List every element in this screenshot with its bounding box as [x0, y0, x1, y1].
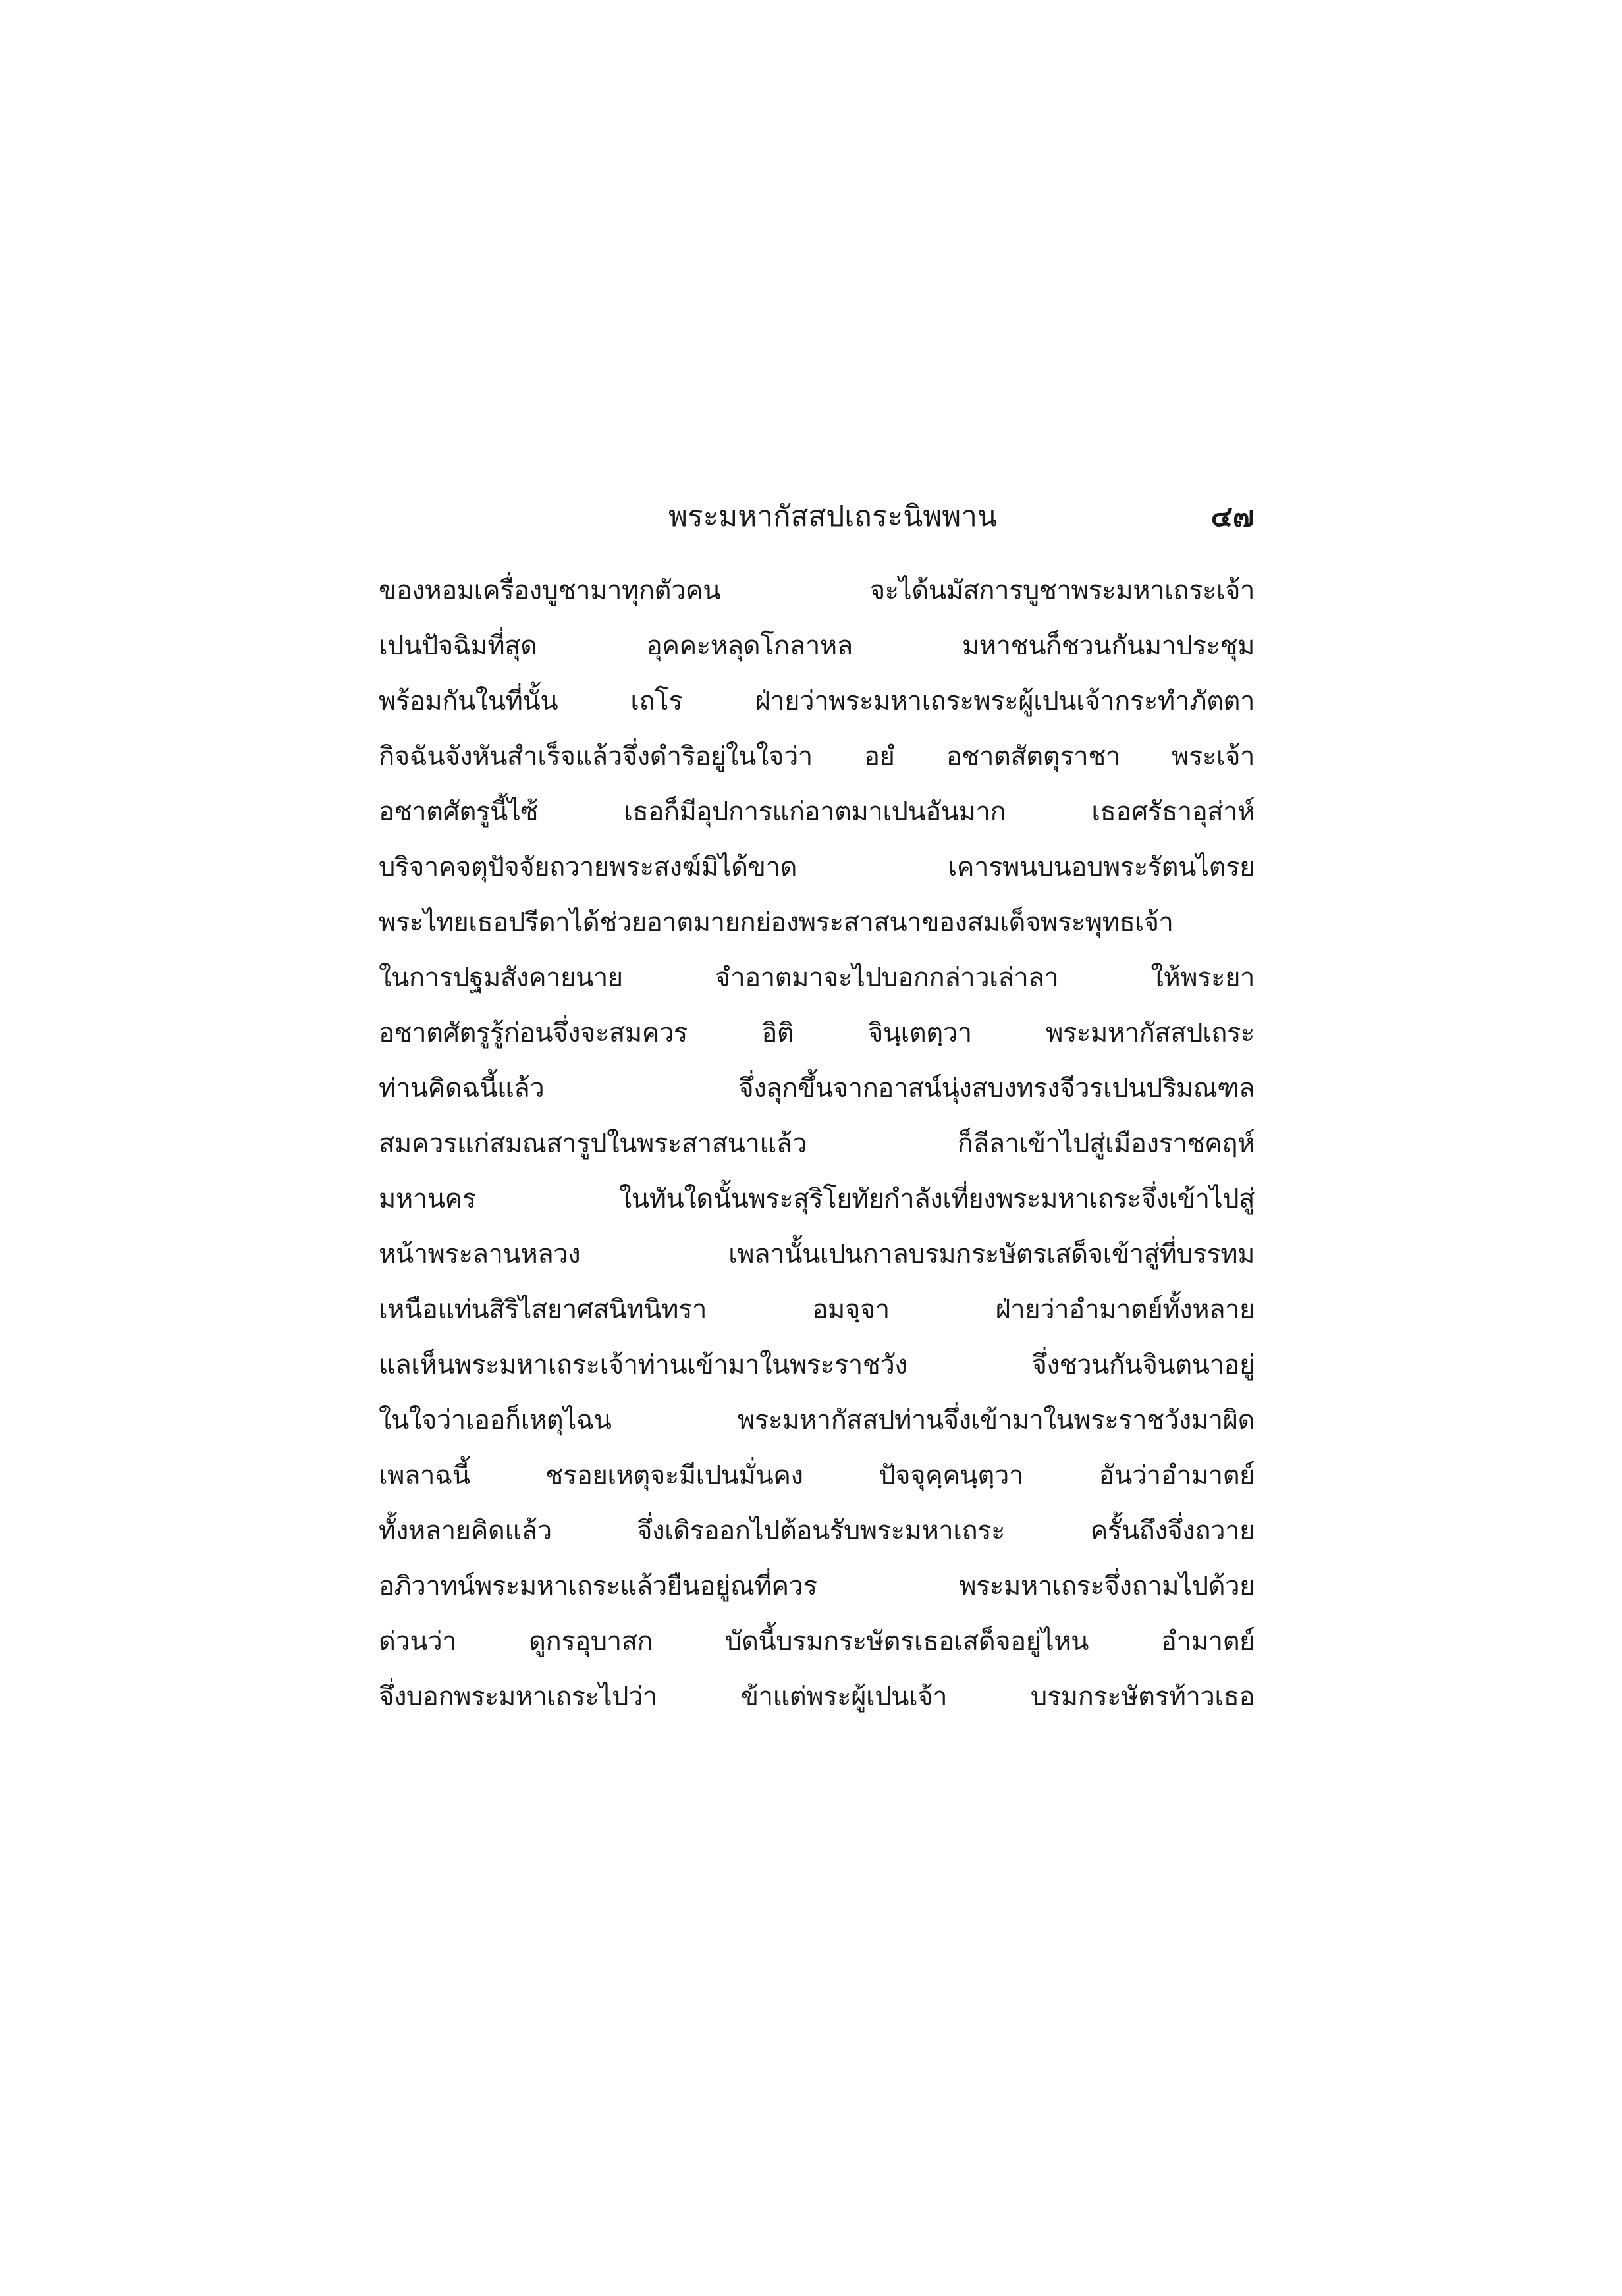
- text-segment: ในใจว่าเออก็เหตุไฉน: [379, 1405, 612, 1435]
- text-segment: กิจฉันจังหันสำเร็จแล้วจึ่งดำริอยู่ในใจว่า: [379, 741, 813, 772]
- page-number: ๔๗: [1210, 500, 1255, 533]
- text-segment: จำอาตมาจะไปบอกกล่าวเล่าลา: [715, 963, 1059, 993]
- text-line: [379, 1503, 1255, 1559]
- text-segment: ฝ่ายว่าอำมาตย์ทั้งหลาย: [995, 1295, 1255, 1325]
- text-line: [379, 1116, 1255, 1171]
- text-segment: ชรอยเหตุจะมีเปนมั่นคง: [545, 1460, 803, 1491]
- text-line: [379, 563, 1255, 618]
- text-segment: ในการปฐมสังคายนาย: [379, 963, 623, 993]
- text-segment: เถโร: [630, 686, 683, 716]
- text-segment: จะได้นมัสการบูชาพระมหาเถระเจ้า: [869, 575, 1255, 606]
- text-segment: จึ่งลุกขึ้นจากอาสน์นุ่งสบงทรงจีวรเปนปริมณฑล: [738, 1073, 1255, 1104]
- text-line: [379, 1393, 1255, 1448]
- text-segment: ก็ลีลาเข้าไปสู่เมืองราชคฤห์: [957, 1129, 1255, 1159]
- text-segment: พระเจ้า: [1172, 741, 1255, 772]
- text-segment: เคารพนบนอบพระรัตนไตรย: [948, 852, 1255, 882]
- text-segment: จึ่งบอกพระมหาเถระไปว่า: [379, 1682, 657, 1712]
- text-segment: อำมาตย์: [1160, 1626, 1255, 1657]
- text-segment: บัดนี้บรมกระษัตรเธอเสด็จอยู่ไหน: [725, 1626, 1089, 1657]
- text-segment: อิติ: [761, 1018, 794, 1048]
- text-segment: อมจฺจา: [812, 1295, 890, 1325]
- text-segment: อภิวาทน์พระมหาเถระแล้วยืนอยู่ณที่ควร: [379, 1571, 817, 1601]
- text-line: [379, 1282, 1255, 1337]
- text-segment: อชาตศัตรูรู้ก่อนจึ่งจะสมควร: [379, 1018, 688, 1048]
- text-line: [379, 895, 1255, 950]
- text-segment: เหนือแท่นสิริไสยาศสนิทนิทรา: [379, 1295, 707, 1325]
- text-line: [379, 1614, 1255, 1669]
- text-line: [379, 1669, 1255, 1724]
- text-segment: แลเห็นพระมหาเถระเจ้าท่านเข้ามาในพระราชวัง: [379, 1350, 907, 1380]
- text-segment: จึ่งเดิรออกไปต้อนรับพระมหาเถระ: [637, 1516, 1006, 1546]
- text-line: [379, 1061, 1255, 1116]
- text-line: [379, 1337, 1255, 1393]
- text-segment: ดูกรอุบาสก: [529, 1626, 653, 1657]
- text-segment: ฝ่ายว่าพระมหาเถระพระผู้เปนเจ้ากระทำภัตตา: [755, 686, 1255, 716]
- text-line: [379, 1227, 1255, 1282]
- text-segment: ด่วนว่า: [379, 1626, 457, 1657]
- text-segment: ให้พระยา: [1150, 963, 1255, 993]
- text-segment: อุคคะหลุดโกลาหล: [646, 631, 853, 661]
- text-segment: เธอก็มีอุปการแก่อาตมาเปนอันมาก: [624, 797, 1006, 827]
- text-segment: ทั้งหลายคิดแล้ว: [379, 1516, 552, 1546]
- text-segment: ข้าแต่พระผู้เปนเจ้า: [740, 1682, 948, 1712]
- text-segment: จินฺเตตฺวา: [867, 1018, 972, 1048]
- running-head: [379, 497, 1255, 543]
- text-line: [379, 1448, 1255, 1503]
- text-segment: พระมหากัสสปเถระ: [1046, 1018, 1255, 1048]
- text-segment: เปนปัจฉิมที่สุด: [379, 631, 537, 661]
- text-segment: เธอศรัธาอุส่าห์: [1091, 797, 1255, 827]
- text-segment: บรมกระษัตรท้าวเธอ: [1030, 1682, 1255, 1712]
- text-segment: ในทันใดนั้นพระสุริโยทัยกำลังเที่ยงพระมหาเถระจึ่งเข้าไปสู่: [618, 1184, 1255, 1214]
- text-segment: มหานคร: [379, 1184, 476, 1214]
- text-segment: บริจาคจตุปัจจัยถวายพระสงฆ์มิได้ขาด: [379, 852, 797, 882]
- text-line: [379, 1171, 1255, 1227]
- text-line: [379, 618, 1255, 674]
- text-segment: ของหอมเครื่องบูชามาทุกตัวคน: [379, 575, 721, 606]
- text-segment: จึ่งชวนกันจินตนาอยู่: [1031, 1350, 1255, 1380]
- text-line: [379, 784, 1255, 840]
- text-segment: พระไทยเธอปรีดาได้ช่วยอาตมายกย่องพระสาสนาของสมเด็จพระพุทธเจ้า: [379, 907, 1174, 938]
- text-segment: ปัจจุคฺคนฺตฺวา: [879, 1460, 1023, 1491]
- text-line: [379, 950, 1255, 1005]
- text-segment: เพลานั้นเปนกาลบรมกระษัตรเสด็จเข้าสู่ที่บรรทม: [728, 1239, 1255, 1269]
- text-line: [379, 840, 1255, 895]
- body-text: [379, 563, 1255, 1724]
- text-segment: พร้อมกันในที่นั้น: [379, 686, 558, 716]
- text-line: [379, 729, 1255, 784]
- text-line: [379, 674, 1255, 729]
- text-segment: อชาตศัตรูนี้ไซ้: [379, 797, 539, 827]
- text-segment: อันว่าอำมาตย์: [1098, 1460, 1255, 1491]
- text-segment: ท่านคิดฉนี้แล้ว: [379, 1073, 545, 1104]
- text-segment: พระมหาเถระจึ่งถามไปด้วย: [959, 1571, 1255, 1601]
- text-segment: ครั้นถึงจึ่งถวาย: [1090, 1516, 1255, 1546]
- text-line: [379, 1559, 1255, 1614]
- running-title: พระมหากัสสปเถระนิพพาน: [668, 500, 998, 533]
- text-segment: สมควรแก่สมณสารูปในพระสาสนาแล้ว: [379, 1129, 807, 1159]
- text-segment: อชาตสัตตุราชา: [946, 741, 1120, 772]
- text-segment: พระมหากัสสปท่านจึ่งเข้ามาในพระราชวังมาผิด: [738, 1405, 1255, 1435]
- text-line: [379, 1005, 1255, 1061]
- text-segment: หน้าพระลานหลวง: [379, 1239, 581, 1269]
- text-segment: มหาชนก็ชวนกันมาประชุม: [961, 631, 1255, 661]
- text-segment: เพลาฉนี้: [379, 1460, 470, 1491]
- text-segment: อยํ: [864, 741, 895, 772]
